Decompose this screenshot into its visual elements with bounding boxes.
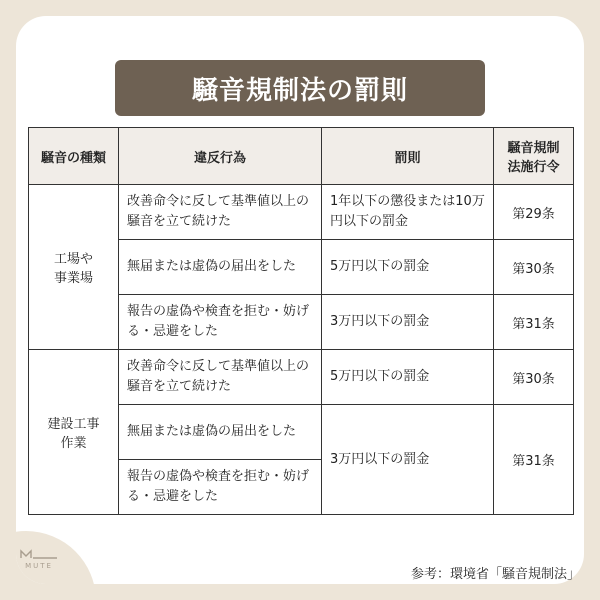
type-cell-construction bbox=[29, 350, 119, 515]
act-cell: 無届または虚偽の届出をした bbox=[119, 240, 322, 295]
table-row bbox=[29, 185, 574, 240]
penalty-cell: 5万円以下の罰金 bbox=[322, 240, 494, 295]
penalty-cell: 3万円以下の罰金 bbox=[322, 405, 494, 515]
header-type: 騒音の種類 bbox=[29, 128, 119, 185]
table-row bbox=[29, 350, 574, 405]
act-cell: 無届または虚偽の届出をした bbox=[119, 405, 322, 460]
penalty-cell: 5万円以下の罰金 bbox=[322, 350, 494, 405]
law-cell: 第31条 bbox=[494, 405, 574, 515]
act-cell: 報告の虚偽や検査を拒む・妨げる・忌避をした bbox=[119, 460, 322, 515]
header-law-line1: 騒音規制 bbox=[507, 141, 560, 156]
type-line2: 事業場 bbox=[53, 271, 93, 286]
penalty-cell: 1年以下の懲役または10万円以下の罰金 bbox=[322, 185, 494, 240]
type-line2: 作業 bbox=[60, 436, 87, 451]
logo-text: MUTE bbox=[25, 562, 53, 570]
act-cell: 改善命令に反して基準値以上の騒音を立て続けた bbox=[119, 185, 322, 240]
page-title: 騒音規制法の罰則 bbox=[115, 60, 485, 116]
source-note: 参考：環境省「騒音規制法」 bbox=[410, 567, 580, 582]
penalty-table bbox=[28, 127, 574, 515]
penalty-cell: 3万円以下の罰金 bbox=[322, 295, 494, 350]
law-cell: 第29条 bbox=[494, 185, 574, 240]
table-header-row bbox=[29, 128, 574, 185]
header-law bbox=[494, 128, 574, 185]
wave-icon bbox=[19, 548, 59, 560]
act-cell: 報告の虚偽や検査を拒む・妨げる・忌避をした bbox=[119, 295, 322, 350]
type-cell-factory bbox=[29, 185, 119, 350]
header-law-line2: 法施行令 bbox=[507, 160, 560, 175]
header-act: 違反行為 bbox=[119, 128, 322, 185]
law-cell: 第30条 bbox=[494, 240, 574, 295]
act-cell: 改善命令に反して基準値以上の騒音を立て続けた bbox=[119, 350, 322, 405]
law-cell: 第30条 bbox=[494, 350, 574, 405]
header-penalty: 罰則 bbox=[322, 128, 494, 185]
mute-logo bbox=[14, 548, 64, 570]
type-line1: 建設工事 bbox=[47, 417, 100, 432]
type-line1: 工場や bbox=[53, 252, 93, 267]
law-cell: 第31条 bbox=[494, 295, 574, 350]
